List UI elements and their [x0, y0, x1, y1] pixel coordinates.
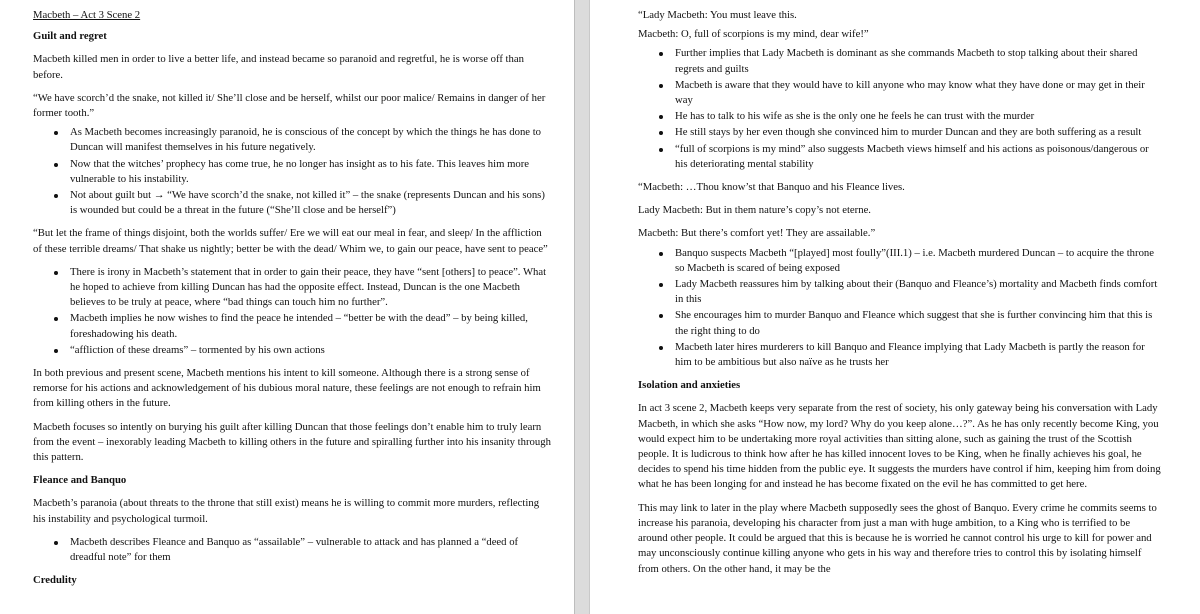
bullet-list: [638, 246, 1162, 371]
list-item: He still stays by her even though she convinced him to murder Duncan and they are both suffering as a result: [675, 125, 1162, 140]
paragraph: Macbeth’s paranoia (about threats to the throne that still exist) means he is willing to commit more murders, reflecting his instability and psychological turmoil.: [33, 497, 540, 525]
bullet-list: [33, 535, 552, 565]
quote-line: “Lady Macbeth: You must leave this.: [638, 9, 797, 21]
list-item: Now that the witches’ prophecy has come true, he no longer has insight as to his fate. This leaves him more vulnerable to his instability.: [70, 157, 552, 187]
page-gap: [574, 0, 590, 614]
paragraph: Macbeth focuses so intently on burying his guilt after killing Duncan that those feelings don’t enable him to truly learn from the event – inexorably leading Macbeth to killing others in the future and spiralling further into his insanity through this pattern.: [33, 420, 551, 464]
quote-paragraph: “We have scorch’d the snake, not killed it/ She’ll close and be herself, whilst our poor malice/ Remains in danger of her former tooth.”: [33, 91, 546, 120]
quote-paragraph: “But let the frame of things disjoint, both the worlds suffer/ Ere we will eat our meal in fear, and sleep/ In the affliction of these terrible dreams/ That shake us nightly; better be with the dead/ Whim we, to gain our peace, have sent to peace”: [33, 227, 548, 255]
document-page-left: [0, 0, 574, 614]
list-item: Macbeth later hires murderers to kill Banquo and Fleance implying that Lady Macbeth is partly the reason for him to be ambitious but also naïve as he trusts her: [675, 340, 1162, 370]
list-item: Macbeth is aware that they would have to kill anyone who may know what they have done or may get in their way: [675, 78, 1162, 108]
list-item: As Macbeth becomes increasingly paranoid, he is conscious of the concept by which the things he has done to Duncan will manifest themselves in his future negatively.: [70, 125, 552, 155]
list-item: Lady Macbeth reassures him by talking about their (Banquo and Fleance’s) mortality and Macbeth finds comfort in this: [675, 277, 1162, 307]
list-item: Further implies that Lady Macbeth is dominant as she commands Macbeth to stop talking about their shared regrets and guilts: [675, 46, 1162, 76]
list-item: He has to talk to his wife as she is the only one he feels he can trust with the murder: [675, 109, 1162, 124]
quote-line: Macbeth: O, full of scorpions is my mind, dear wife!”: [638, 28, 869, 41]
list-item: “full of scorpions is my mind” also suggests Macbeth views himself and his actions as poisonous/dangerous or his deteriorating mental stability: [675, 142, 1162, 172]
paragraph: In both previous and present scene, Macbeth mentions his intent to kill someone. Although there is a strong sense of remorse for his actions and acknowledgement of his dubious moral nature, these feelings are not enough to refrain him from killing others in the future.: [33, 367, 541, 410]
section-heading-credulity: Credulity: [33, 574, 77, 587]
section-heading-guilt: Guilt and regret: [33, 30, 107, 43]
bullet-list: [638, 46, 1162, 172]
paragraph: In act 3 scene 2, Macbeth keeps very separate from the rest of society, his only gateway being his conversation with Lady Macbeth, in which she asks “How now, my lord? Why do you keep alone…?”. As he has only recently become King, you would expect him to be undertaking more royal activities than sitting alone, such as gaining the trust of the Scottish people. It is ludicrous to think how after he has killed innocent loves to be King, when he finally achieves his goal, he decides to spend his time hidden from the public eye. It suggests the murders have control if him, keeping him from doing what he has been longing for and instead he has become fixated on the evil he has committed to get here.: [638, 402, 1161, 491]
list-item: “affliction of these dreams” – tormented by his own actions: [70, 343, 552, 358]
paragraph: This may link to later in the play where Macbeth supposedly sees the ghost of Banquo. Every crime he commits seems to increase his paranoia, developing his character from just a man with huge ambition, to a King who is terrified to be around other people. It could be argued that this is because he is worried he cannot control his urge to kill for power and may unconsciously continue killing anyone who gets in his way and therefore tries to control this by isolating himself from others. On the other hand, it may be the: [638, 501, 1157, 575]
list-item: Not about guilt but → “We have scorch’d the snake, not killed it” – the snake (represents Duncan and his sons) is wounded but could be a threat in the future (“She’ll close and be herself”): [70, 188, 552, 218]
quote-line: Lady Macbeth: But in them nature’s copy’s not eterne.: [638, 204, 871, 217]
quote-line: “Macbeth: …Thou know’st that Banquo and his Fleance lives.: [638, 181, 905, 194]
paragraph: Macbeth killed men in order to live a better life, and instead became so paranoid and regretful, he is worse off than before.: [33, 53, 524, 81]
document-page-right: [590, 0, 1200, 614]
list-item: Macbeth describes Fleance and Banquo as “assailable” – vulnerable to attack and has planned a “deed of dreadful note” for them: [70, 535, 552, 565]
bullet-list: [33, 125, 552, 218]
bullet-list: [33, 265, 552, 358]
document-title: Macbeth – Act 3 Scene 2: [33, 9, 141, 21]
section-heading-isolation: Isolation and anxieties: [638, 379, 741, 392]
list-item: There is irony in Macbeth’s statement that in order to gain their peace, they have “sent [others] to peace”. What he hoped to achieve from killing Duncan has had the opposite effect. Instead, Duncan is the one Macbeth believes to be truly at peace, where “bad things can touch him no further”.: [70, 265, 552, 311]
list-item: Banquo suspects Macbeth “[played] most foully”(III.1) – i.e. Macbeth murdered Duncan – to acquire the throne so Macbeth is scared of being exposed: [675, 246, 1162, 276]
quote-line: Macbeth: But there’s comfort yet! They are assailable.”: [638, 227, 876, 240]
list-item: Macbeth implies he now wishes to find the peace he intended – “better be with the dead” – by being killed, foreshadowing his death.: [70, 311, 552, 341]
section-heading-fleance: Fleance and Banquo: [33, 474, 127, 487]
list-item: She encourages him to murder Banquo and Fleance which suggest that she is further convincing him that this is the right thing to do: [675, 308, 1162, 338]
